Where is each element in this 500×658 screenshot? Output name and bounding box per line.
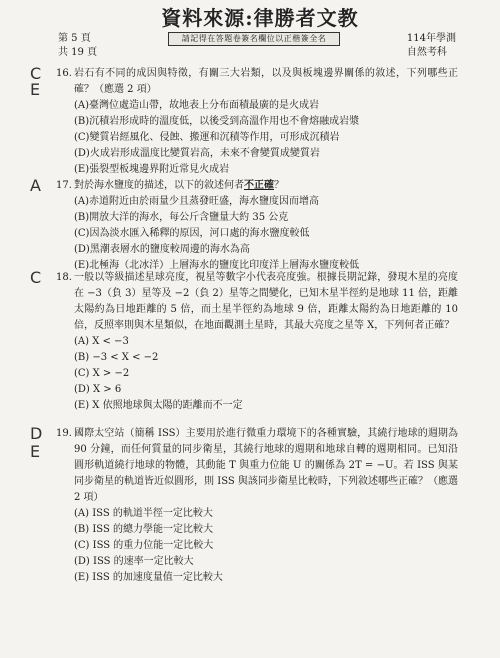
handwritten-mark: C	[30, 268, 42, 287]
page-number-block	[58, 32, 97, 60]
options-list	[74, 98, 458, 178]
exam-info-block	[407, 32, 456, 60]
option-e: (E)北極海（北冰洋）上層海水的鹽度比印度洋上層海水鹽度較低	[74, 260, 360, 271]
option-b: (B)開放大洋的海水，每公斤含鹽量大約 35 公克	[74, 212, 289, 223]
question-stem: 國際太空站（簡稱 ISS）主要用於進行微重力環境下的各種實驗，其繞行地球的週期為 90 分鐘，而任何質量的同步衛星，其繞行地球的週期和地球自轉的週期相同。已知沿圓形軌道繞行地球的物體，其動能 T 與重力位能 U 的關係為 2T = −U。若 ISS 與某同步衛星的軌道皆近似圓形，則 ISS 與該同步衛星比較時，下列敘述哪些正確？（應選 2 項）	[74, 428, 458, 503]
handwritten-mark: E	[30, 80, 41, 99]
question-19	[58, 426, 458, 586]
option-c: (C)因為淡水匯入稀釋的原因，河口處的海水鹽度較低	[74, 228, 310, 239]
question-number: 19.	[56, 428, 72, 439]
option-c: (C)變質岩經風化、侵蝕、搬運和沉積等作用，可形成沉積岩	[74, 132, 340, 143]
question-18	[58, 270, 458, 414]
option-e: (E) ISS 的加速度量值一定比較大	[74, 572, 223, 583]
question-stem: 岩石有不同的成因與特徵，有關三大岩類，以及與板塊邊界關係的敘述，下列哪些正確？（應選 2 項）	[74, 68, 458, 95]
options-list	[74, 506, 458, 586]
stem-text: 對於海水鹽度的描述，以下的敘述何者	[74, 180, 244, 191]
question-number: 18.	[56, 272, 72, 283]
stem-emphasis: 不正確	[244, 180, 274, 191]
handwritten-mark: D	[30, 424, 43, 443]
option-b: (B) −3 < X < −2	[74, 352, 159, 363]
option-d: (D) X > 6	[74, 384, 122, 395]
option-d: (D)黑潮表層水的鹽度較周邊的海水為高	[74, 244, 250, 255]
source-banner: 資料來源:律勝者文教	[161, 6, 359, 30]
handwritten-mark: C	[30, 64, 42, 83]
question-17	[58, 178, 458, 274]
option-b: (B)沉積岩形成時的溫度低，以後受到高溫作用也不會熔融成岩漿	[74, 116, 360, 127]
options-list	[74, 334, 458, 414]
option-a: (A) X < −3	[74, 336, 129, 347]
question-16	[58, 66, 458, 178]
option-c: (C) ISS 的重力位能一定比較大	[74, 540, 214, 551]
option-a: (A)臺灣位處造山帶，故地表上分布面積最廣的是火成岩	[74, 100, 320, 111]
page-label: 第 5 頁	[58, 33, 91, 44]
option-e: (E)張裂型板塊邊界附近常見火成岩	[74, 164, 230, 175]
option-b: (B) ISS 的總力學能一定比較大	[74, 524, 213, 535]
options-list	[74, 194, 458, 274]
option-d: (D)火成岩形成溫度比變質岩高，未來不會變質成變質岩	[74, 148, 320, 159]
subject-label: 自然考科	[406, 47, 447, 58]
question-stem: 一般以等級描述星球亮度，視星等數字小代表亮度強。根據長期記錄，發現木星的亮度在 −3（負 3）星等及 −2（負 2）星等之間變化，已知木星半徑約是地球 11 倍，距離太陽約為日地距離的 5 倍，而土星半徑約為地球 9 倍，距離太陽約為日地距離的 10 倍，反照率則與木星類似，在地面觀測土星時，其最大亮度之星等 X，下列何者正確？	[74, 272, 459, 331]
question-number: 16.	[56, 68, 72, 79]
stem-text-end: ？	[274, 180, 284, 191]
total-pages-label: 共 19 頁	[58, 47, 98, 58]
handwritten-mark: A	[30, 176, 41, 195]
option-d: (D) ISS 的速率一定比較大	[74, 556, 194, 567]
handwritten-mark: E	[30, 442, 41, 461]
option-c: (C) X > −2	[74, 368, 130, 379]
question-stem	[74, 178, 458, 194]
year-label: 114年學測	[406, 33, 456, 44]
signature-notice: 請記得在答題卷簽名欄位以正楷簽全名	[168, 32, 340, 46]
option-e: (E) X 依照地球與太陽的距離而不一定	[74, 400, 243, 411]
option-a: (A)赤道附近由於雨量少且蒸發旺盛，海水鹽度因而增高	[74, 196, 320, 207]
question-number: 17.	[56, 180, 72, 191]
option-a: (A) ISS 的軌道半徑一定比較大	[74, 508, 213, 519]
